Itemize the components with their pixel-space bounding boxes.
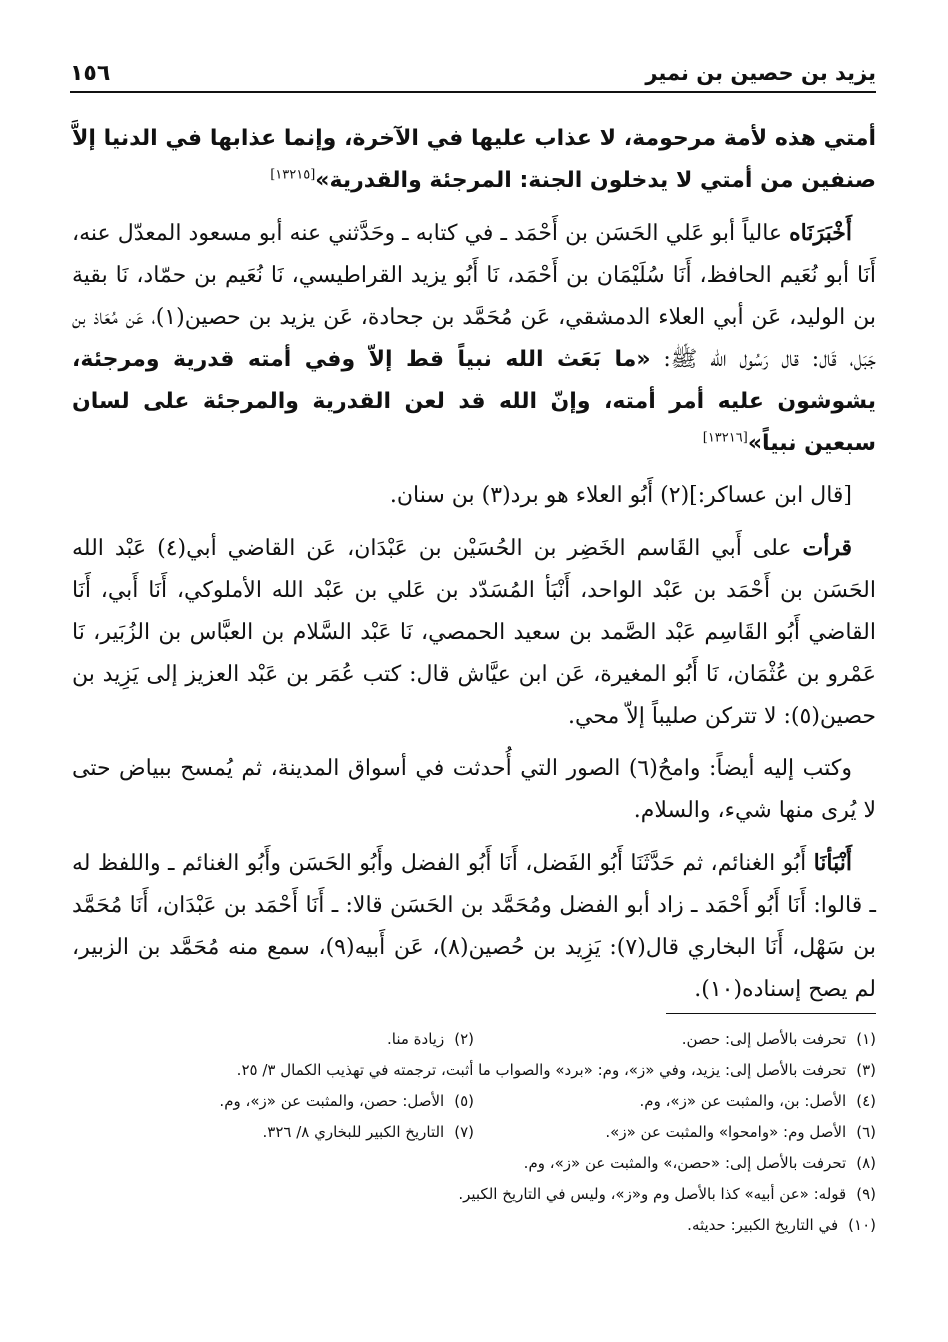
paragraph-1 xyxy=(72,118,876,202)
footnote-text: تحرفت بالأصل إلى: «حصن،» والمثبت عن «ز»، وم. xyxy=(523,1154,847,1172)
paragraph-text: أمتي هذه لأمة مرحومة، لا عذاب عليها في الآخرة، وإنما عذابها في الدنيا إلاَّ صنفين من أمتي لا يدخلون الجنة: المرجئة والقدرية» xyxy=(72,126,876,193)
footnote-8 xyxy=(72,1148,876,1179)
footnote-number: (٥) xyxy=(454,1092,474,1110)
paragraph-text: [قال ابن عساكر:](٢) أَبُو العلاء هو برد(٣) بن سنان. xyxy=(389,483,852,508)
footnote-text: قوله: «عن أبيه» كذا بالأصل وم و«ز»، وليس في التاريخ الكبير. xyxy=(458,1185,847,1203)
main-text xyxy=(72,118,876,1021)
paragraph-6 xyxy=(72,842,876,1011)
footnote-number: (٤) xyxy=(856,1092,876,1110)
footnote-number: (٨) xyxy=(856,1154,876,1172)
footnote-text: في التاريخ الكبير: حديثه. xyxy=(687,1216,839,1234)
footnote-number: (٩) xyxy=(856,1185,876,1203)
hadith-text: «ما بَعَث الله نبياً قط إلاّ وفي أمته قدرية ومرجئة، يشوشون عليه أمر أمته، وإنّ الله قد لعن القدرية والمرجئة على لسان سبعين نبياً» xyxy=(72,347,876,456)
footnote-number: (٧) xyxy=(454,1123,474,1141)
footnote-2 xyxy=(72,1024,474,1055)
footnote-4 xyxy=(474,1086,876,1117)
hadith-ref: [١٣٢١٥] xyxy=(270,167,316,183)
footnote-3 xyxy=(72,1055,876,1086)
paragraph-text: على أَبي القَاسم الخَضِر بن الحُسَيْن بن عَبْدَان، عَن القاضي أبي(٤) عَبْد الله الحَسَن بن أَحْمَد بن عَبْد الواحد، أَنْبَأ المُسَدّد بن عَلي بن عَبْد الله الأملوكي، أَنَا أَبي، أَنَا القاضي أَبُو القَاسِم عَبْد الصَّمد بن سعيد الحمصي، نَا عَبْد السَّلام بن العبَّاس بن الزُبَير، نَا عَمْرو بن عُثْمَان، نَا أَبُو المغيرة، عَن ابن عيَّاش قال: كتب عُمَر بن عَبْد العزيز إلى يَزِيد بن حصين(٥): لا تتركن صليباً إلاّ محي. xyxy=(72,536,876,729)
paragraph-lead: أَنْبَأنَا xyxy=(813,850,852,876)
running-title: يزيد بن حصين بن نمير xyxy=(645,61,876,85)
paragraph-text: وكتب إليه أيضاً: وامحُ(٦) الصور التي أُحدثت في أسواق المدينة، ثم يُمسح ببياض حتى لا يُرى منها شيء، والسلام. xyxy=(72,756,876,823)
paragraph-3 xyxy=(72,475,876,517)
footnote-1 xyxy=(474,1024,876,1055)
page-header xyxy=(70,55,876,93)
footnote-9 xyxy=(72,1179,876,1210)
footnote-row xyxy=(72,1117,876,1148)
footnote-text: الأصل: حصن، والمثبت عن «ز»، وم. xyxy=(219,1092,445,1110)
footnote-number: (٢) xyxy=(454,1030,474,1048)
footnote-number: (٦) xyxy=(856,1123,876,1141)
footnote-divider xyxy=(666,1013,876,1014)
page-number: ١٥٦ xyxy=(70,60,111,86)
paragraph-lead: قرأت xyxy=(802,535,852,561)
footnote-text: تحرفت بالأصل إلى: يزيد، وفي «ز»، وم: «برد» والصواب ما أثبت، ترجمته في تهذيب الكمال ٣/ ٢٥. xyxy=(236,1061,847,1079)
footnote-text: الأصل: بن، والمثبت عن «ز»، وم. xyxy=(639,1092,847,1110)
hadith-ref: [١٣٢١٦] xyxy=(702,430,748,446)
paragraph-text: عالياً أبو عَلي الحَسَن بن أَحْمَد ـ في كتابه ـ وحَدَّثني عنه أبو مسعود المعدّل عنه، أَنَا أبو نُعَيم الحافظ، أَنَا سُلَيْمَان بن أَحْمَد، نَا أَبُو يزيد القراطيسي، نَا نُعَيم بن حمّاد، نَا بقية بن الوليد، عَن أبي العلاء الدمشقي، عَن مُحَمَّد بن جحادة، عَن يزيد بن حصين(١)، عَن مُعَاذ بن جَبَل، قَال: قال رَسُول الله ﷺ: xyxy=(72,221,877,372)
paragraph-lead: أَخْبَرَنَاه xyxy=(789,220,852,246)
paragraph-5 xyxy=(72,748,876,832)
footnote-text: التاريخ الكبير للبخاري ٨/ ٣٢٦. xyxy=(262,1123,445,1141)
footnote-row xyxy=(72,1086,876,1117)
footnote-6 xyxy=(474,1117,876,1148)
footnote-text: زيادة منا. xyxy=(387,1030,445,1048)
footnotes xyxy=(72,1024,876,1241)
paragraph-4 xyxy=(72,527,876,738)
footnote-number: (١) xyxy=(856,1030,876,1048)
paragraph-text: أَبُو الغنائم، ثم حَدَّثَنَا أَبُو الفَضل، أَنَا أَبُو الفضل وأَبُو الحَسَن وأَبُو الغنائم ـ واللفظ له ـ قالوا: أَنَا أَبُو أَحْمَد ـ زاد أبو الفضل ومُحَمَّد بن الحَسَن قالا: ـ أَنَا أَحْمَد بن عَبْدَان، أَنَا مُحَمَّد بن سَهْل، أَنَا البخاري قال(٧): يَزِيد بن حُصين(٨)، عَن أَبيه(٩)، سمع منه مُحَمَّد بن الزبير، لم يصح إسناده(١٠). xyxy=(72,851,876,1002)
footnote-number: (١٠) xyxy=(848,1216,876,1234)
footnote-5 xyxy=(72,1086,474,1117)
footnote-10 xyxy=(72,1210,876,1241)
paragraph-2 xyxy=(72,212,876,465)
footnote-number: (٣) xyxy=(856,1061,876,1079)
footnote-row xyxy=(72,1024,876,1055)
footnote-text: تحرفت بالأصل إلى: حصن. xyxy=(681,1030,847,1048)
footnote-7 xyxy=(72,1117,474,1148)
footnote-text: الأصل وم: «وامحوا» والمثبت عن «ز». xyxy=(605,1123,847,1141)
